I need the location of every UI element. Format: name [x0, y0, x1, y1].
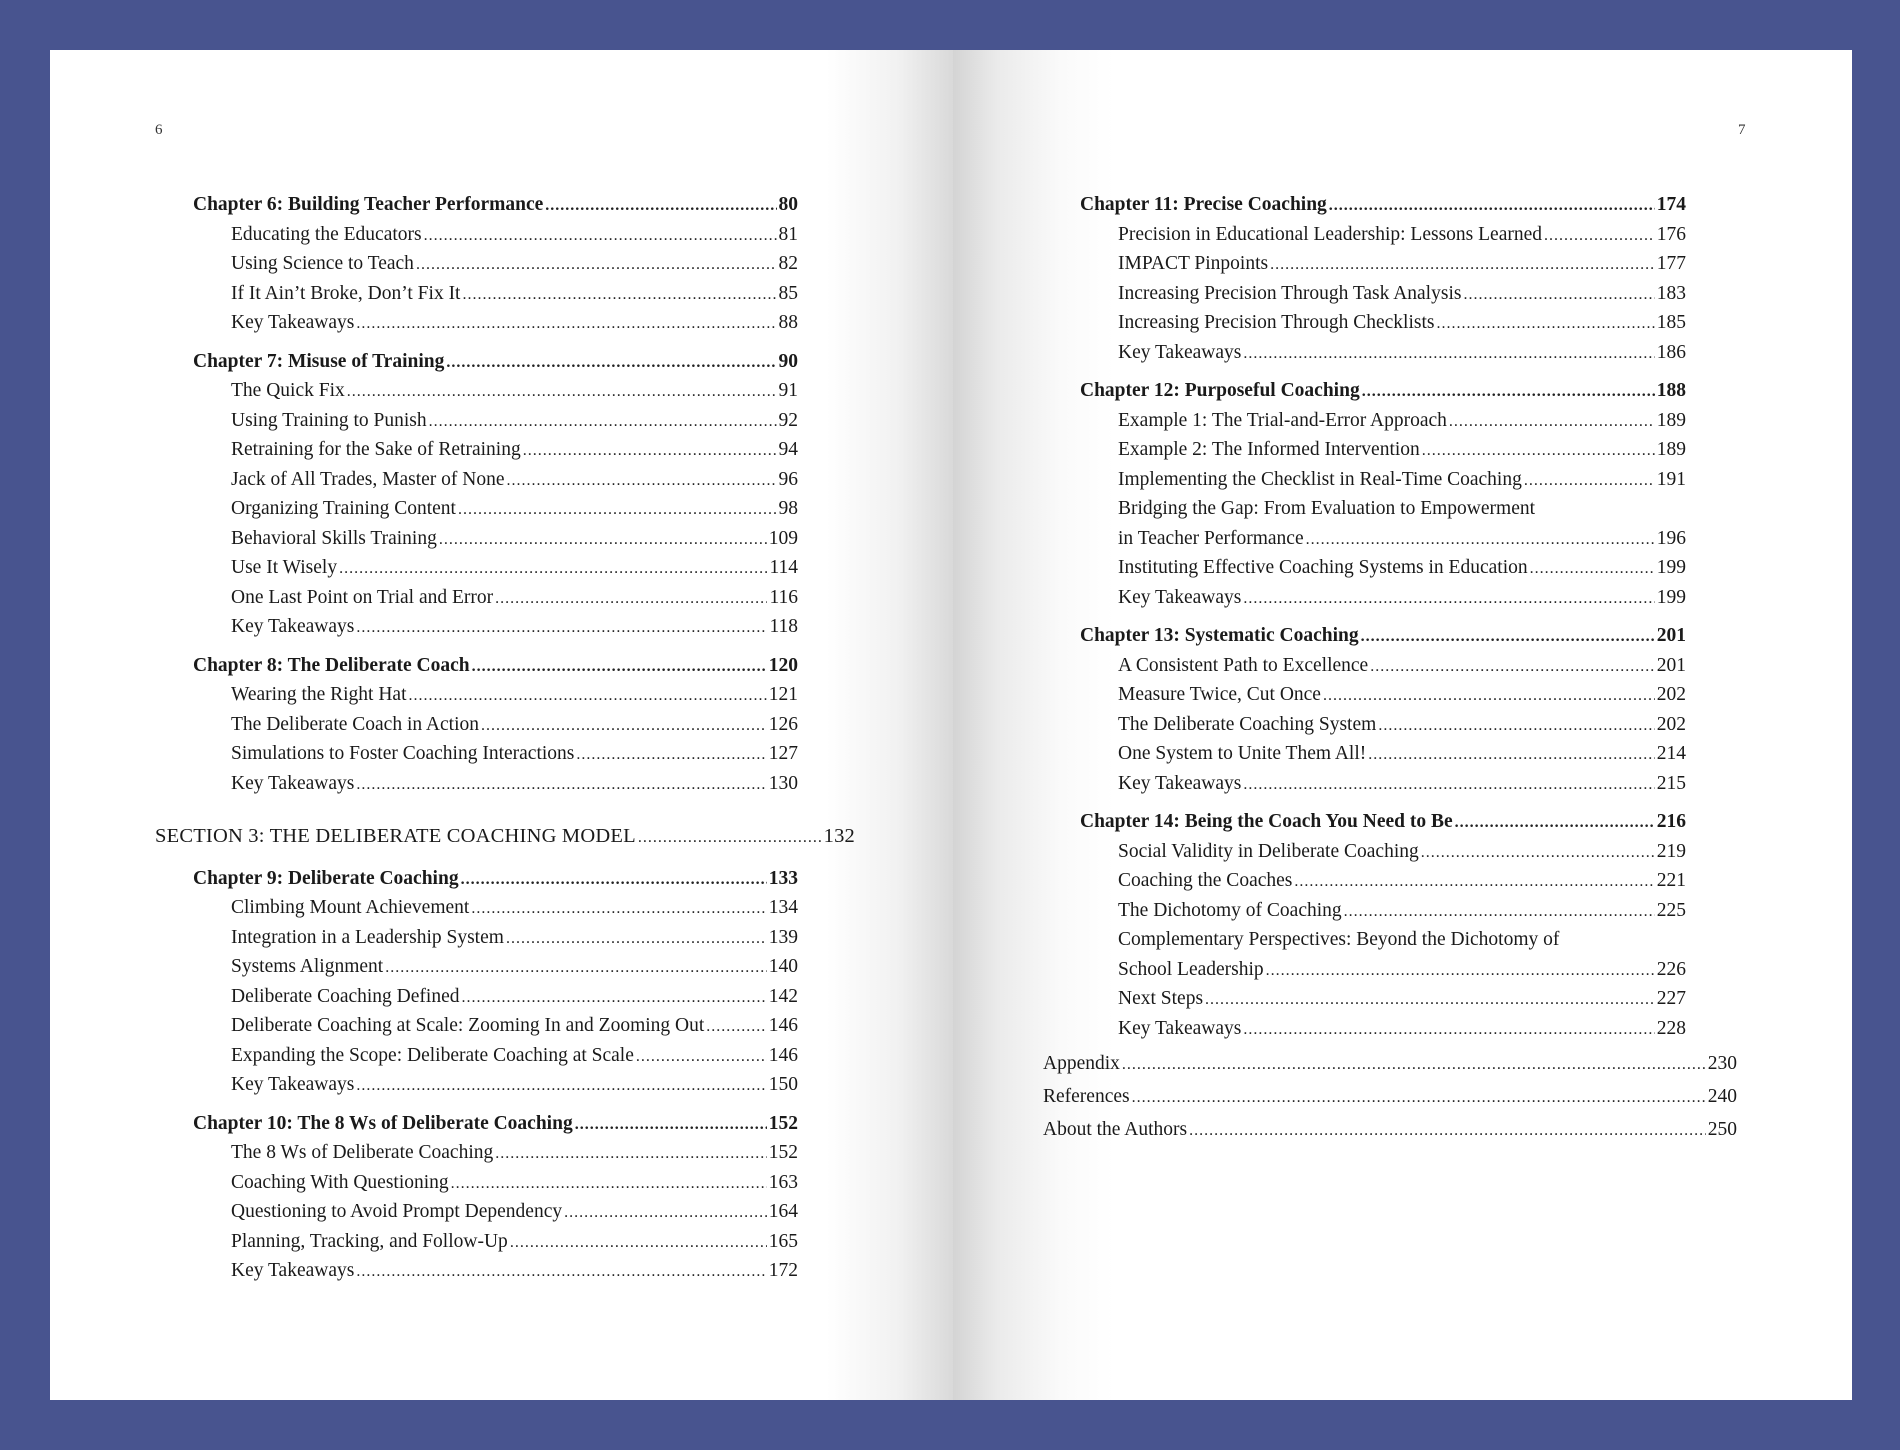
- toc-subentry: [1118, 406, 1686, 436]
- toc-entry-page: 163: [768, 1171, 798, 1193]
- toc-subentry: [1118, 465, 1686, 495]
- toc-entry-page: 98: [778, 498, 798, 519]
- toc-entry-label: The 8 Ws of Deliberate Coaching: [231, 1142, 494, 1163]
- toc-entry-page: 94: [778, 439, 798, 460]
- toc-entry-page: 85: [778, 282, 798, 304]
- toc-entry-page: 177: [1656, 253, 1686, 274]
- toc-entry-label: Implementing the Checklist in Real-Time Coaching: [1118, 468, 1522, 490]
- toc-entry-label: Key Takeaways: [1118, 1017, 1242, 1039]
- toc-entry-label: Systems Alignment: [231, 956, 384, 977]
- right-page: [953, 50, 1852, 1400]
- dot-leader: [1132, 1081, 1706, 1114]
- toc-entry-label: Key Takeaways: [231, 312, 355, 333]
- toc-subentry: [1118, 896, 1686, 926]
- toc-subentry: [1118, 338, 1686, 368]
- toc-subentry: [1118, 955, 1686, 985]
- dot-leader: [1361, 622, 1655, 652]
- toc-entry-page: 189: [1656, 409, 1686, 431]
- toc-entry-label: Behavioral Skills Training: [231, 527, 437, 549]
- toc-entry-page: 114: [769, 557, 798, 578]
- dot-leader: [1323, 681, 1655, 711]
- toc-entry-label: Simulations to Foster Coaching Interactions: [231, 743, 575, 764]
- toc-subentry: [1118, 710, 1686, 740]
- dot-leader: [495, 1139, 766, 1169]
- toc-entry-page: 118: [769, 616, 798, 637]
- toc-subentry: [231, 406, 798, 436]
- toc-entry-page: 202: [1656, 713, 1686, 735]
- toc-entry-line: [1118, 494, 1763, 524]
- toc-entry-label: About the Authors: [1043, 1119, 1188, 1140]
- dot-leader: [385, 953, 767, 983]
- toc-entry-label: Climbing Mount Achievement: [231, 897, 470, 918]
- toc-entry-page: 92: [778, 409, 798, 431]
- toc-entry-page: 164: [768, 1201, 798, 1222]
- toc-subentry: [1118, 866, 1686, 896]
- dot-leader: [1378, 711, 1654, 741]
- toc-chapter-entry: [1080, 376, 1686, 406]
- toc-entry-label: The Dichotomy of Coaching: [1118, 899, 1342, 921]
- dot-leader: [1243, 1015, 1654, 1045]
- dot-leader: [1294, 867, 1654, 897]
- toc-entry-label: Chapter 10: The 8 Ws of Deliberate Coaching: [193, 1112, 573, 1134]
- toc-subentry: [1118, 435, 1686, 465]
- toc-subentry: [1118, 739, 1686, 769]
- toc-entry-page: 140: [768, 956, 798, 977]
- toc-entry-label: Jack of All Trades, Master of None: [231, 468, 505, 490]
- dot-leader: [1306, 525, 1655, 555]
- toc-subentry: [231, 220, 798, 250]
- dot-leader: [461, 865, 767, 895]
- toc-entry-page: 191: [1656, 468, 1686, 490]
- toc-entry-label: SECTION 3: THE DELIBERATE COACHING MODEL: [155, 825, 636, 847]
- toc-chapter-entry: [193, 190, 798, 220]
- toc-subentry: [231, 308, 798, 338]
- dot-leader: [429, 407, 777, 437]
- toc-entry-label: Coaching the Coaches: [1118, 870, 1293, 891]
- dot-leader: [545, 191, 776, 221]
- toc-entry-label: A Consistent Path to Excellence: [1118, 654, 1369, 676]
- dot-leader: [506, 924, 767, 954]
- toc-chapter-entry: [1080, 807, 1686, 837]
- toc-entry-page: 227: [1656, 988, 1686, 1009]
- toc-entry-label: Using Science to Teach: [231, 253, 414, 274]
- dot-leader: [1243, 339, 1654, 369]
- dot-leader: [1370, 652, 1655, 682]
- toc-entry-label: Deliberate Coaching Defined: [231, 985, 460, 1007]
- toc-subentry: [231, 769, 798, 799]
- toc-entry-page: 132: [823, 825, 855, 847]
- toc-entry-label: Example 1: The Trial-and-Error Approach: [1118, 409, 1447, 431]
- toc-entry-page: 185: [1656, 312, 1686, 333]
- dot-leader: [576, 740, 766, 770]
- toc-entry-page: 250: [1707, 1119, 1737, 1140]
- dot-leader: [451, 1169, 767, 1199]
- dot-leader: [347, 377, 777, 407]
- toc-subentry: [1118, 220, 1686, 250]
- toc-entry-label: Key Takeaways: [1118, 772, 1242, 794]
- toc-entry-page: 240: [1707, 1086, 1737, 1107]
- toc-entry-label: Expanding the Scope: Deliberate Coaching at Scale: [231, 1044, 634, 1066]
- toc-entry-label: Chapter 6: Building Teacher Performance: [193, 194, 544, 215]
- toc-entry-page: 176: [1656, 223, 1686, 245]
- toc-entry-page: 91: [778, 380, 798, 401]
- toc-entry-label: Key Takeaways: [1118, 341, 1242, 363]
- toc-subentry: [231, 1168, 798, 1198]
- toc-subentry: [1118, 769, 1686, 799]
- dot-leader: [1362, 377, 1655, 407]
- toc-entry-page: 109: [768, 527, 798, 549]
- toc-entry-page: 152: [768, 1142, 798, 1163]
- toc-entry-label: Educating the Educators: [231, 223, 422, 245]
- toc-entry-label: Key Takeaways: [1118, 586, 1242, 608]
- toc-subentry: [231, 1041, 798, 1071]
- dot-leader: [356, 770, 766, 800]
- toc-subentry: [1118, 680, 1686, 710]
- toc-entry-page: 183: [1656, 282, 1686, 304]
- book-spread: [50, 50, 1852, 1400]
- toc-backmatter-entry: [1043, 1047, 1737, 1080]
- toc-entry-label: Wearing the Right Hat: [231, 684, 407, 705]
- toc-entry-page: 121: [768, 684, 798, 705]
- dot-leader: [439, 525, 767, 555]
- toc-chapter-entry: [1080, 190, 1686, 220]
- toc-subentry: [231, 1256, 798, 1286]
- toc-entry-label: Organizing Training Content: [231, 498, 456, 519]
- toc-subentry: [231, 710, 798, 740]
- toc-entry-page: 174: [1656, 194, 1686, 215]
- toc-entry-page: 133: [768, 867, 798, 889]
- toc-entry-line: [1118, 925, 1763, 955]
- toc-entry-label: Use It Wisely: [231, 557, 338, 578]
- toc-chapter-entry: [193, 347, 798, 377]
- toc-entry-label: The Quick Fix: [231, 380, 345, 401]
- toc-subentry: [231, 1070, 798, 1100]
- toc-subentry: [231, 739, 798, 769]
- toc-entry-label: Key Takeaways: [231, 1074, 355, 1095]
- toc-chapter-entry: [193, 864, 798, 894]
- dot-leader: [416, 250, 777, 280]
- dot-leader: [1329, 191, 1655, 221]
- toc-entry-page: 146: [768, 1044, 798, 1066]
- toc-entry-label: Chapter 12: Purposeful Coaching: [1080, 380, 1360, 401]
- toc-entry-page: 82: [778, 253, 798, 274]
- toc-section-entry: [155, 822, 855, 852]
- toc-backmatter-entry: [1043, 1113, 1737, 1146]
- toc-entry-label: Deliberate Coaching at Scale: Zooming In and Zooming Out: [231, 1015, 705, 1036]
- dot-leader: [1449, 407, 1655, 437]
- toc-entry-page: 202: [1656, 684, 1686, 705]
- dot-leader: [510, 1228, 767, 1258]
- toc-entry-page: 96: [778, 468, 798, 490]
- dot-leader: [706, 1012, 766, 1042]
- toc-entry-page: 165: [768, 1230, 798, 1252]
- toc-subentry: [231, 982, 798, 1012]
- toc-entry-page: 214: [1656, 743, 1686, 764]
- table-of-contents: [953, 190, 1763, 1146]
- toc-subentry: [1118, 1014, 1686, 1044]
- toc-entry-label: Next Steps: [1118, 988, 1204, 1009]
- toc-subentry: [1118, 249, 1686, 279]
- toc-entry-label: School Leadership: [1118, 958, 1264, 980]
- toc-entry-label: Coaching With Questioning: [231, 1171, 449, 1193]
- toc-subentry: [231, 249, 798, 279]
- toc-subentry: [231, 612, 798, 642]
- toc-entry-page: 225: [1656, 899, 1686, 921]
- dot-leader: [1189, 1114, 1706, 1147]
- dot-leader: [636, 1042, 767, 1072]
- toc-entry-label: Key Takeaways: [231, 616, 355, 637]
- toc-subentry: [231, 279, 798, 309]
- dot-leader: [1524, 466, 1655, 496]
- dot-leader: [472, 652, 767, 682]
- dot-leader: [458, 495, 777, 525]
- toc-entry-page: 221: [1656, 870, 1686, 891]
- toc-subentry: [1118, 984, 1686, 1014]
- dot-leader: [339, 554, 767, 584]
- dot-leader: [638, 823, 822, 853]
- left-page: [50, 50, 953, 1400]
- toc-entry-page: 134: [768, 897, 798, 918]
- toc-subentry: [231, 1197, 798, 1227]
- dot-leader: [1270, 250, 1655, 280]
- toc-subentry: [231, 583, 798, 613]
- toc-subentry: [231, 376, 798, 406]
- dot-leader: [446, 348, 776, 378]
- toc-entry-label: Complementary Perspectives: Beyond the Dichotomy of: [1118, 929, 1560, 950]
- dot-leader: [356, 1257, 766, 1287]
- toc-entry-page: 215: [1656, 772, 1686, 794]
- dot-leader: [564, 1198, 767, 1228]
- toc-subentry: [1118, 651, 1686, 681]
- toc-entry-page: 226: [1656, 958, 1686, 980]
- page-number: 7: [1738, 122, 1746, 138]
- toc-entry-page: 196: [1656, 527, 1686, 549]
- dot-leader: [1421, 838, 1655, 868]
- toc-entry-label: Example 2: The Informed Intervention: [1118, 439, 1420, 460]
- toc-subentry: [231, 1011, 798, 1041]
- dot-leader: [1368, 740, 1655, 770]
- toc-entry-label: The Deliberate Coaching System: [1118, 713, 1377, 735]
- dot-leader: [1266, 956, 1655, 986]
- toc-subentry: [231, 1227, 798, 1257]
- toc-entry-label: Chapter 13: Systematic Coaching: [1080, 625, 1359, 646]
- toc-entry-label: Instituting Effective Coaching Systems in Education: [1118, 557, 1528, 578]
- toc-entry-label: One Last Point on Trial and Error: [231, 586, 494, 608]
- toc-entry-label: Questioning to Avoid Prompt Dependency: [231, 1201, 563, 1222]
- dot-leader: [424, 221, 777, 251]
- toc-entry-label: Precision in Educational Leadership: Lessons Learned: [1118, 223, 1542, 245]
- toc-entry-label: IMPACT Pinpoints: [1118, 253, 1269, 274]
- dot-leader: [1436, 309, 1654, 339]
- toc-entry-page: 130: [768, 772, 798, 794]
- dot-leader: [1544, 221, 1655, 251]
- toc-entry-page: 188: [1656, 380, 1686, 401]
- dot-leader: [1205, 985, 1655, 1015]
- dot-leader: [1455, 808, 1655, 838]
- toc-entry-label: Chapter 9: Deliberate Coaching: [193, 867, 459, 889]
- toc-entry-label: Chapter 8: The Deliberate Coach: [193, 654, 470, 676]
- dot-leader: [356, 309, 776, 339]
- toc-subentry: [1118, 837, 1686, 867]
- toc-subentry: [231, 435, 798, 465]
- toc-subentry: [231, 1138, 798, 1168]
- toc-entry-label: Key Takeaways: [231, 772, 355, 794]
- toc-entry-page: 201: [1656, 625, 1686, 646]
- toc-entry-page: 199: [1656, 586, 1686, 608]
- toc-entry-label: One System to Unite Them All!: [1118, 743, 1367, 764]
- toc-entry-page: 116: [769, 586, 798, 608]
- toc-entry-page: 186: [1656, 341, 1686, 363]
- dot-leader: [1243, 770, 1654, 800]
- dot-leader: [356, 1071, 766, 1101]
- toc-entry-page: 152: [768, 1112, 798, 1134]
- toc-subentry: [231, 465, 798, 495]
- toc-chapter-entry: [193, 651, 798, 681]
- toc-entry-page: 230: [1707, 1053, 1737, 1074]
- toc-entry-page: 150: [768, 1074, 798, 1095]
- toc-entry-page: 146: [768, 1015, 798, 1036]
- toc-entry-label: Bridging the Gap: From Evaluation to Empowerment: [1118, 498, 1536, 519]
- toc-entry-page: 81: [778, 223, 798, 245]
- toc-backmatter-entry: [1043, 1080, 1737, 1113]
- toc-entry-label: Planning, Tracking, and Follow-Up: [231, 1230, 508, 1252]
- toc-chapter-entry: [193, 1109, 798, 1139]
- toc-entry-label: Measure Twice, Cut Once: [1118, 684, 1321, 705]
- dot-leader: [1122, 1048, 1706, 1081]
- toc-entry-label: Social Validity in Deliberate Coaching: [1118, 840, 1419, 862]
- dot-leader: [507, 466, 777, 496]
- toc-entry-label: The Deliberate Coach in Action: [231, 713, 479, 735]
- toc-entry-label: Chapter 14: Being the Coach You Need to Be: [1080, 811, 1453, 832]
- toc-entry-page: 139: [768, 926, 798, 948]
- toc-entry-label: Integration in a Leadership System: [231, 926, 504, 948]
- toc-entry-page: 127: [768, 743, 798, 764]
- toc-subentry: [1118, 279, 1686, 309]
- toc-entry-page: 201: [1656, 654, 1686, 676]
- toc-subentry: [231, 923, 798, 953]
- dot-leader: [1344, 897, 1655, 927]
- dot-leader: [495, 584, 767, 614]
- toc-subentry: [1118, 524, 1686, 554]
- toc-entry-page: 90: [778, 350, 798, 372]
- dot-leader: [523, 436, 777, 466]
- dot-leader: [1463, 280, 1654, 310]
- dot-leader: [1422, 436, 1655, 466]
- toc-subentry: [1118, 308, 1686, 338]
- toc-entry-page: 216: [1656, 811, 1686, 832]
- dot-leader: [471, 894, 766, 924]
- toc-subentry: [231, 553, 798, 583]
- table-of-contents: [155, 190, 855, 1286]
- toc-entry-page: 228: [1656, 1017, 1686, 1039]
- dot-leader: [1530, 554, 1655, 584]
- toc-subentry: [231, 952, 798, 982]
- toc-subentry: [231, 893, 798, 923]
- dot-leader: [462, 983, 767, 1013]
- toc-entry-label: References: [1043, 1086, 1130, 1107]
- toc-entry-label: Increasing Precision Through Task Analysis: [1118, 282, 1462, 304]
- toc-entry-label: Retraining for the Sake of Retraining: [231, 439, 521, 460]
- toc-entry-label: Appendix: [1043, 1053, 1120, 1074]
- dot-leader: [1243, 584, 1654, 614]
- toc-entry-label: Chapter 7: Misuse of Training: [193, 350, 445, 372]
- toc-entry-label: Chapter 11: Precise Coaching: [1080, 194, 1327, 215]
- toc-chapter-entry: [1080, 621, 1686, 651]
- toc-entry-page: 120: [768, 654, 798, 676]
- toc-subentry: [231, 524, 798, 554]
- toc-entry-page: 189: [1656, 439, 1686, 460]
- dot-leader: [356, 613, 767, 643]
- toc-subentry: [1118, 553, 1686, 583]
- dot-leader: [409, 681, 767, 711]
- toc-subentry: [231, 494, 798, 524]
- toc-subentry: [1118, 583, 1686, 613]
- toc-entry-label: in Teacher Performance: [1118, 527, 1304, 549]
- toc-entry-page: 219: [1656, 840, 1686, 862]
- toc-entry-page: 80: [778, 194, 798, 215]
- toc-subentry: [231, 680, 798, 710]
- toc-entry-page: 88: [778, 312, 798, 333]
- toc-entry-label: If It Ain’t Broke, Don’t Fix It: [231, 282, 461, 304]
- toc-entry-page: 142: [768, 985, 798, 1007]
- toc-entry-page: 172: [768, 1260, 798, 1281]
- toc-entry-page: 199: [1656, 557, 1686, 578]
- toc-entry-label: Using Training to Punish: [231, 409, 427, 431]
- toc-entry-label: Key Takeaways: [231, 1260, 355, 1281]
- toc-entry-page: 126: [768, 713, 798, 735]
- dot-leader: [575, 1110, 767, 1140]
- dot-leader: [462, 280, 776, 310]
- dot-leader: [481, 711, 767, 741]
- toc-entry-label: Increasing Precision Through Checklists: [1118, 312, 1435, 333]
- page-number: 6: [155, 122, 163, 138]
